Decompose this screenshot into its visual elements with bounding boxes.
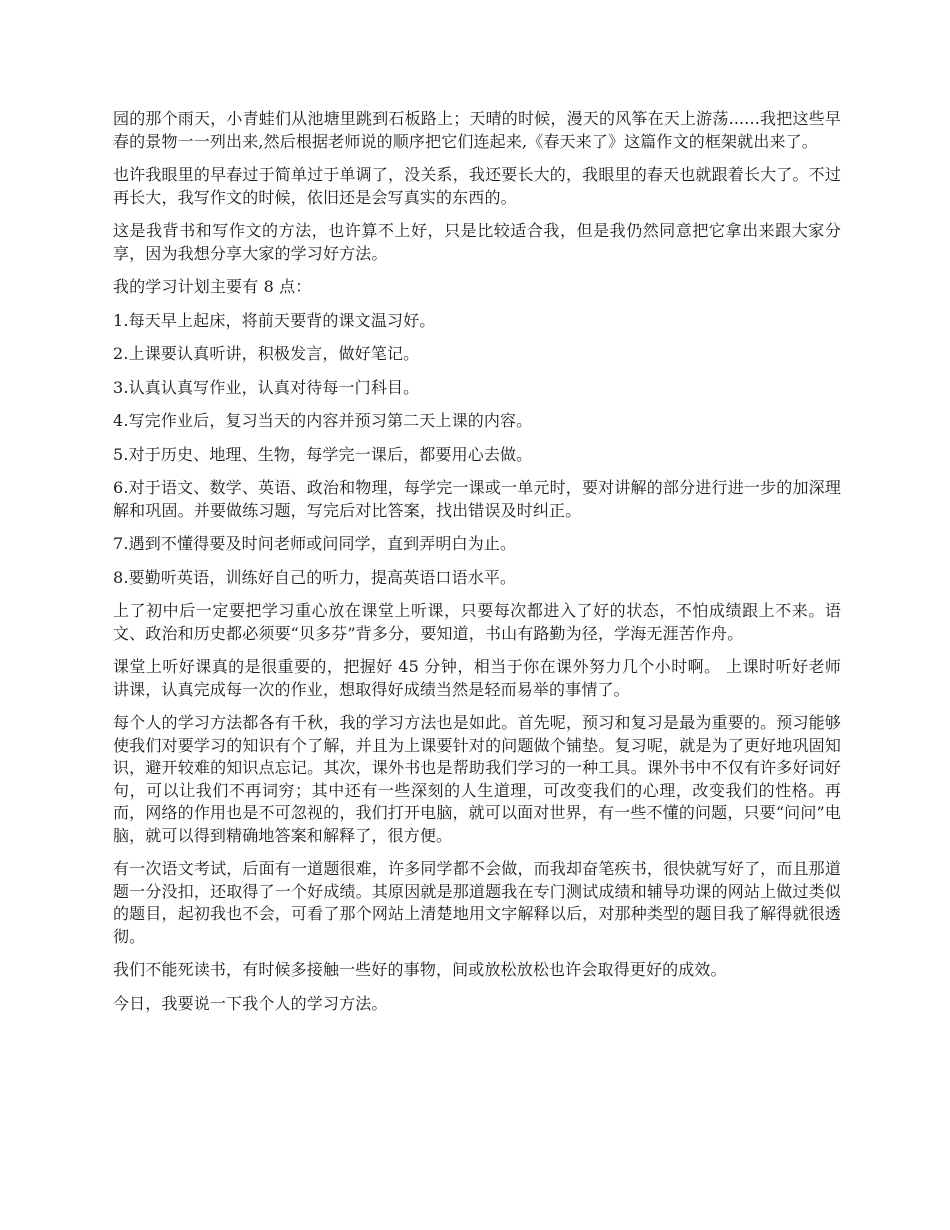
paragraph-grow-up: 也许我眼里的早春过于简单过于单调了，没关系，我还要长大的，我眼里的春天也就跟着长大了。不过再长大，我写作文的时候，依旧还是会写真实的东西的。: [113, 165, 841, 207]
plan-item-7: 7.遇到不懂得要及时问老师或问同学，直到弄明白为止。: [113, 534, 517, 553]
paragraph-spring-scenes: 园的那个雨天，小青蛙们从池塘里跳到石板路上；天晴的时候，漫天的风筝在天上游荡......我把这些早春的景物一一列出来,然后根据老师说的顺序把它们连起来,《春天来了》这篇作文的框架就出来了。: [113, 109, 841, 151]
paragraph-45-minutes: 课堂上听好课真的是很重要的，把握好 45 分钟，相当于你在课外努力几个小时啊。 上课时听好老师讲课，认真完成每一次的作业，想取得好成绩当然是轻而易举的事情了。: [113, 657, 841, 699]
plan-item-4: 4.写完作业后，复习当天的内容并预习第二天上课的内容。: [113, 411, 533, 430]
paragraph-study-methods: 每个人的学习方法都各有千秋，我的学习方法也是如此。首先呢，预习和复习是最为重要的。预习能够使我们对要学习的知识有个了解，并且为上课要针对的问题做个铺垫。复习呢，就是为了更好地巩固知识，避开较难的知识点忘记。其次，课外书也是帮助我们学习的一种工具。课外书中不仅有许多好词好句，可以让我们不再词穷；其中还有一些深刻的人生道理，可改变我们的心理，改变我们的性格。再而，网络的作用也是不可忽视的，我们打开电脑，就可以面对世界，有一些不懂的问题，只要“问问”电脑，就可以得到精确地答案和解释了，很方便。: [113, 713, 841, 845]
plan-item-5: 5.对于历史、地理、生物，每学完一课后，都要用心去做。: [113, 444, 533, 464]
document-body: [113, 108, 841, 1026]
paragraph-relax: 我们不能死读书，有时候多接触一些好的事物，间或放松放松也许会取得更好的成效。: [113, 960, 727, 979]
plan-item-3: 3.认真认真写作业，认真对待每一门科目。: [113, 377, 420, 397]
paragraph-class-focus: 上了初中后一定要把学习重心放在课堂上听课，只要每次都进入了好的状态，不怕成绩跟上不来。语文、政治和历史都必须要“贝多芬”背多分，要知道，书山有路勤为径，学海无涯苦作舟。: [113, 601, 841, 643]
plan-item-6: 6.对于语文、数学、英语、政治和物理，每学完一课或一单元时，要对讲解的部分进行进一步的加深理解和巩固。并要做练习题，写完后对比答案，找出错误及时纠正。: [113, 478, 841, 520]
paragraph-share-method: 这是我背书和写作文的方法，也许算不上好，只是比较适合我，但是我仍然同意把它拿出来跟大家分享，因为我想分享大家的学习好方法。: [113, 221, 841, 263]
plan-item-8: 8.要勤听英语，训练好自己的听力，提高英语口语水平。: [113, 567, 517, 587]
plan-item-1: 1.每天早上起床，将前天要背的课文温习好。: [113, 310, 436, 330]
paragraph-plan-intro: 我的学习计划主要有 8 点：: [113, 277, 312, 296]
plan-item-2: 2.上课要认真听讲，积极发言，做好笔记。: [113, 344, 420, 363]
paragraph-exam-story: 有一次语文考试，后面有一道题很难，许多同学都不会做，而我却奋笔疾书，很快就写好了，而且那道题一分没扣，还取得了一个好成绩。其原因就是那道题我在专门测试成绩和辅导功课的网站上做过类似的题目，起初我也不会，可看了那个网站上清楚地用文字解释以后，对那种类型的题目我了解得就很透彻。: [113, 859, 841, 946]
paragraph-today: 今日，我要说一下我个人的学习方法。: [113, 993, 388, 1013]
